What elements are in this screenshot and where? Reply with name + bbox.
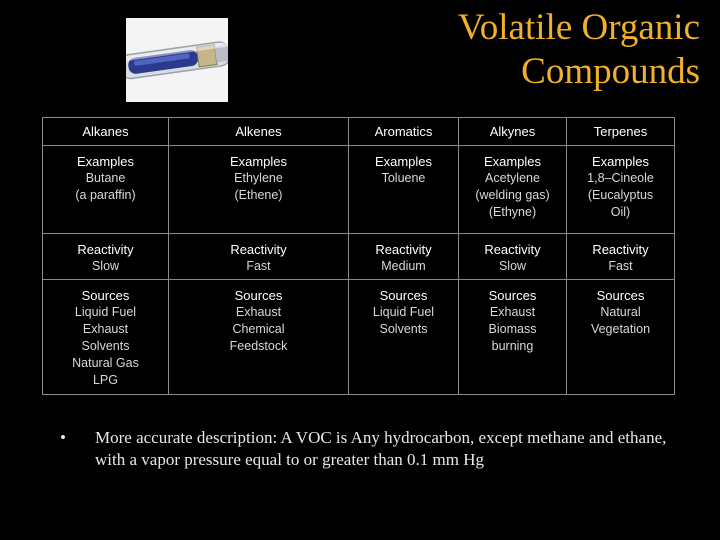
table-cell xyxy=(349,280,459,395)
title-line-1: Volatile Organic xyxy=(457,7,700,48)
table-cell xyxy=(169,234,349,280)
cell-value: (Ethene) xyxy=(234,188,283,202)
cell-label: Sources xyxy=(379,288,428,303)
cell-value: Natural Gas xyxy=(72,356,139,370)
cell-label: Examples xyxy=(591,154,650,169)
table-cell xyxy=(349,146,459,234)
cell-label: Sources xyxy=(234,288,283,303)
cell-value: Chemical xyxy=(232,322,285,336)
cell-label: Examples xyxy=(229,154,288,169)
cell-value: Liquid Fuel xyxy=(74,305,137,319)
cell-value: Acetylene xyxy=(485,171,540,185)
cell-value: Vegetation xyxy=(590,322,651,336)
cell-value: Slow xyxy=(498,259,527,273)
bullet-text: More accurate description: A VOC is Any hydrocarbon, except methane and ethane, with a vapor pressure equal to or greater than 0.1 mm Hg xyxy=(95,428,667,469)
voc-classes-table xyxy=(42,117,675,395)
cell-label: Sources xyxy=(81,288,130,303)
cell-value: Butane xyxy=(85,171,126,185)
slide-title xyxy=(458,6,700,94)
table-cell xyxy=(349,234,459,280)
cell-value: Solvents xyxy=(81,339,130,353)
table-cell xyxy=(43,280,169,395)
cell-value: Oil) xyxy=(610,205,631,219)
table-cell xyxy=(459,280,567,395)
cell-value: Ethylene xyxy=(234,171,283,185)
cell-value: Exhaust xyxy=(235,305,282,319)
cell-value: Toluene xyxy=(381,171,426,185)
cell-value: Solvents xyxy=(379,322,428,336)
cell-value: Fast xyxy=(608,259,633,273)
cell-value: Feedstock xyxy=(229,339,288,353)
title-line-2: Compounds xyxy=(521,51,700,92)
cell-value: (Ethyne) xyxy=(488,205,537,219)
header-alkenes: Alkenes xyxy=(169,118,349,146)
table-cell xyxy=(567,146,675,234)
cell-value: (welding gas) xyxy=(475,188,550,202)
cell-label: Sources xyxy=(596,288,645,303)
cell-value: Liquid Fuel xyxy=(372,305,435,319)
cell-value: Exhaust xyxy=(489,305,536,319)
cell-value: 1,8–Cineole xyxy=(587,171,654,185)
cell-value: (a paraffin) xyxy=(75,188,136,202)
cell-label: Examples xyxy=(483,154,542,169)
cell-label: Sources xyxy=(488,288,537,303)
header-terpenes: Terpenes xyxy=(567,118,675,146)
table-cell xyxy=(43,146,169,234)
cell-value: Slow xyxy=(91,259,120,273)
table-cell xyxy=(169,280,349,395)
cell-value: Exhaust xyxy=(82,322,129,336)
table-row-examples xyxy=(43,146,675,234)
cell-value: (Eucalyptus xyxy=(587,188,654,202)
bullet-marker: • xyxy=(60,428,66,447)
bullet-point xyxy=(60,427,680,471)
header-alkynes: Alkynes xyxy=(459,118,567,146)
cell-label: Reactivity xyxy=(230,242,287,257)
table-cell xyxy=(169,146,349,234)
header-aromatics: Aromatics xyxy=(349,118,459,146)
cell-label: Reactivity xyxy=(77,242,134,257)
cell-value: Fast xyxy=(246,259,271,273)
cell-value: Biomass xyxy=(488,322,537,336)
table-cell xyxy=(567,280,675,395)
cell-value: Medium xyxy=(381,259,426,273)
table-cell xyxy=(459,234,567,280)
table-row-reactivity xyxy=(43,234,675,280)
table-cell xyxy=(43,234,169,280)
cell-value: LPG xyxy=(92,373,118,387)
cell-value: burning xyxy=(491,339,534,353)
cell-label: Examples xyxy=(374,154,433,169)
cell-label: Reactivity xyxy=(484,242,541,257)
table-cell xyxy=(567,234,675,280)
cell-label: Reactivity xyxy=(375,242,432,257)
cell-label: Examples xyxy=(76,154,135,169)
table-cell xyxy=(459,146,567,234)
cell-value: Natural xyxy=(600,305,641,319)
header-alkanes: Alkanes xyxy=(43,118,169,146)
table-header-row xyxy=(43,118,675,146)
table-row-sources xyxy=(43,280,675,395)
glass-sample-tube-icon xyxy=(126,18,228,102)
cell-label: Reactivity xyxy=(592,242,649,257)
